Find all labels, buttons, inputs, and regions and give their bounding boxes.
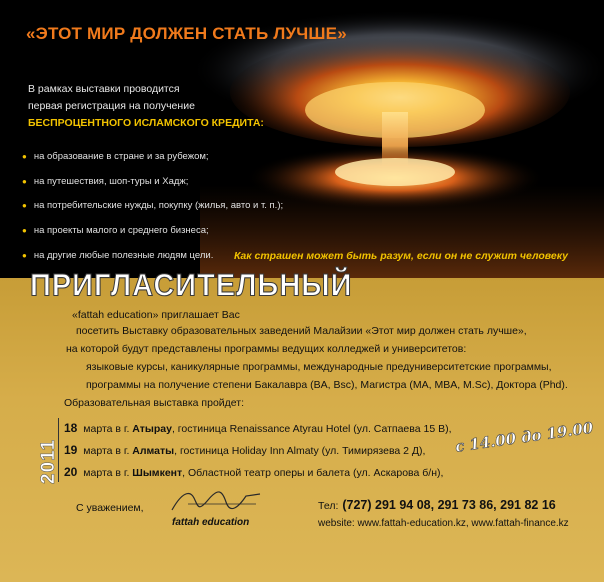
quote: Как страшен может быть разум, если он не служит человеку [233, 250, 568, 262]
hero-section [0, 0, 604, 278]
website-links: website: www.fattah-education.kz, www.fattah-finance.kz [318, 518, 569, 529]
event-item: 19 марта в г. Алматы, гостиница Holiday Inn Almaty (ул. Тимирязева 2 Д), [64, 443, 426, 457]
body-line: «fattah education» приглашает Вас [72, 309, 240, 321]
bullet-dot-icon: ● [22, 226, 27, 235]
body-line: посетить Выставку образовательных заведений Малайзии «Этот мир должен стать лучше», [76, 325, 527, 337]
headline: «ЭТОТ МИР ДОЛЖЕН СТАТЬ ЛУЧШЕ» [26, 24, 347, 43]
bullet-dot-icon: ● [22, 251, 27, 260]
bullet-item: ● на проекты малого и среднего бизнеса; [22, 225, 209, 236]
body-line: программы на получение степени Бакалавра (BA, Bsc), Магистра (MA, MBA, M.Sc), Доктора (Phd). [86, 379, 568, 391]
bullet-dot-icon: ● [22, 177, 27, 186]
opening-hours: с 14.00 до 19.00 [454, 418, 595, 456]
body-line: Образовательная выставка пройдет: [64, 397, 245, 409]
intro-credit-heading: БЕСПРОЦЕНТНОГО ИСЛАМСКОГО КРЕДИТА: [28, 117, 264, 129]
brand-name: fattah education [172, 517, 250, 528]
phone-numbers: Тел: (727) 291 94 08, 291 73 86, 291 82 16 [318, 498, 556, 512]
bullet-item: ● на образование в стране и за рубежом; [22, 151, 209, 162]
bullet-dot-icon: ● [22, 152, 27, 161]
intro-line-1: В рамках выставки проводится [28, 83, 180, 95]
regards-text: С уважением, [76, 502, 144, 514]
event-item: 20 марта в г. Шымкент, Областной театр оперы и балета (ул. Аскарова б/н), [64, 465, 444, 479]
invitation-title: ПРИГЛАСИТЕЛЬНЫЙ [30, 268, 353, 304]
body-line: языковые курсы, каникулярные программы, международные предуниверситетские программы, [86, 361, 552, 373]
bullet-item: ● на путешествия, шоп-туры и Хадж; [22, 176, 189, 187]
bullet-dot-icon: ● [22, 201, 27, 210]
year-label: 2011 [38, 438, 59, 484]
signature-icon [168, 486, 264, 516]
event-item: 18 марта в г. Атырау, гостиница Renaissance Atyrau Hotel (ул. Сатпаева 15 В), [64, 421, 452, 435]
intro-line-2: первая регистрация на получение [28, 100, 195, 112]
bullet-item: ● на потребительские нужды, покупку (жилья, авто и т. п.); [22, 200, 284, 211]
bullet-item: ● на другие любые полезные людям цели. [22, 250, 214, 261]
body-line: на которой будут представлены программы ведущих колледжей и университетов: [66, 343, 467, 355]
